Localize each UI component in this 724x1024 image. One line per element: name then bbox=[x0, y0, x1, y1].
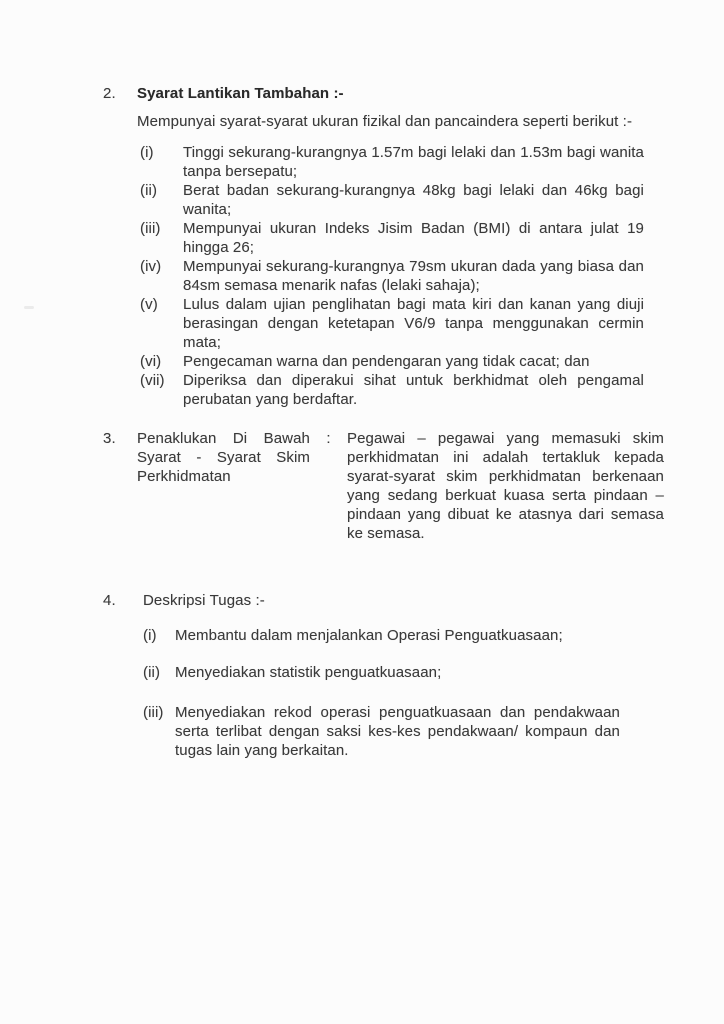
task-item bbox=[143, 663, 644, 682]
item-numeral: (i) bbox=[143, 627, 157, 644]
item-numeral: (iii) bbox=[140, 220, 161, 237]
item-text: Tinggi sekurang-kurangnya 1.57m bagi lelaki dan 1.53m bagi wanita tanpa bersepatu; bbox=[183, 144, 644, 180]
section-number: 4. bbox=[103, 592, 116, 609]
item-text: Mempunyai sekurang-kurangnya 79sm ukuran dada yang biasa dan 84sm semasa menarik nafas (lelaki sahaja); bbox=[183, 258, 644, 294]
item-numeral: (v) bbox=[140, 296, 158, 313]
requirement-item bbox=[140, 257, 644, 295]
task-list bbox=[143, 626, 644, 760]
requirement-item bbox=[140, 181, 644, 219]
definition-column: Pegawai – pegawai yang memasuki skim perkhidmatan ini adalah tertakluk kepada syarat-syarat skim perkhidmatan berkenaan yang sedang berkuat kuasa serta pindaan – pindaan yang dibuat ke atasnya dari semasa ke semasa. bbox=[347, 430, 664, 542]
requirement-item bbox=[140, 295, 644, 352]
item-numeral: (iii) bbox=[143, 704, 164, 721]
item-text: Lulus dalam ujian penglihatan bagi mata kiri dan kanan yang diuji berasingan dengan ketetapan V6/9 tanpa menggunakan cermin mata; bbox=[183, 296, 644, 351]
section-deskripsi-tugas bbox=[103, 591, 644, 760]
item-numeral: (ii) bbox=[140, 182, 158, 199]
item-text: Menyediakan statistik penguatkuasaan; bbox=[175, 664, 442, 681]
colon-separator: : bbox=[326, 430, 331, 447]
item-numeral: (i) bbox=[140, 144, 154, 161]
section-heading: Deskripsi Tugas :- bbox=[143, 592, 265, 609]
requirement-item bbox=[140, 352, 644, 371]
requirement-item bbox=[140, 371, 644, 409]
item-text: Berat badan sekurang-kurangnya 48kg bagi lelaki dan 46kg bagi wanita; bbox=[183, 182, 644, 218]
scan-smudge bbox=[24, 306, 34, 309]
item-numeral: (ii) bbox=[143, 664, 161, 681]
section-heading: Syarat Lantikan Tambahan :- bbox=[137, 85, 344, 102]
item-text: Mempunyai ukuran Indeks Jisim Badan (BMI) di antara julat 19 hingga 26; bbox=[183, 220, 644, 256]
requirement-item bbox=[140, 143, 644, 181]
task-item bbox=[143, 626, 644, 645]
item-numeral: (iv) bbox=[140, 258, 162, 275]
item-text: Menyediakan rekod operasi penguatkuasaan dan pendakwaan serta terlibat dengan saksi kes-kes pendakwaan/ kompaun dan tugas lain yang berkaitan. bbox=[175, 704, 620, 759]
item-text: Membantu dalam menjalankan Operasi Penguatkuasaan; bbox=[175, 627, 563, 644]
task-item bbox=[143, 703, 644, 760]
section-syarat-lantikan bbox=[103, 84, 644, 409]
term-column: Penaklukan Di Bawah Syarat - Syarat Skim Perkhidmatan bbox=[137, 430, 310, 485]
item-numeral: (vii) bbox=[140, 372, 165, 389]
section-penaklukan bbox=[103, 429, 664, 543]
section-number: 2. bbox=[103, 85, 116, 102]
item-numeral: (vi) bbox=[140, 353, 162, 370]
requirement-item bbox=[140, 219, 644, 257]
physical-requirements-list bbox=[140, 143, 644, 409]
section-number: 3. bbox=[103, 430, 116, 447]
section-intro: Mempunyai syarat-syarat ukuran fizikal dan pancaindera seperti berikut :- bbox=[137, 113, 633, 130]
item-text: Pengecaman warna dan pendengaran yang tidak cacat; dan bbox=[183, 353, 590, 370]
item-text: Diperiksa dan diperakui sihat untuk berkhidmat oleh pengamal perubatan yang berdaftar. bbox=[183, 372, 644, 408]
